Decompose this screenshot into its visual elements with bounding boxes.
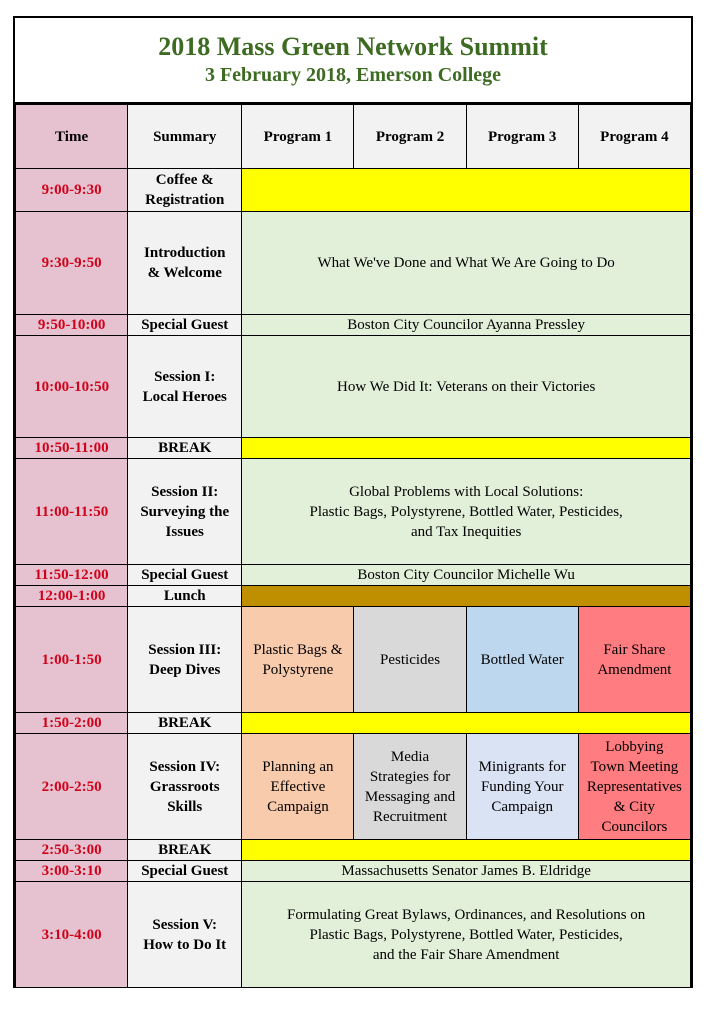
plenary-session: What We've Done and What We Are Going to Do [242, 212, 691, 315]
schedule-row [16, 336, 691, 438]
schedule-row [16, 734, 691, 840]
summit-title: 2018 Mass Green Network Summit [158, 32, 548, 61]
schedule-row [16, 882, 691, 988]
program-1-session: Plastic Bags & Polystyrene [242, 607, 354, 713]
program-2-session: Media Strategies for Messaging and Recruitment [354, 734, 466, 840]
program-2-session: Pesticides [354, 607, 466, 713]
row-time: 10:00-10:50 [16, 336, 128, 438]
program-3-session: Minigrants for Funding Your Campaign [466, 734, 578, 840]
schedule-row [16, 586, 691, 607]
row-time: 9:00-9:30 [16, 169, 128, 212]
row-summary: BREAK [128, 713, 242, 734]
row-summary: Introduction & Welcome [128, 212, 242, 315]
schedule-row [16, 840, 691, 861]
special-guest: Massachusetts Senator James B. Eldridge [242, 861, 691, 882]
schedule-row [16, 315, 691, 336]
row-summary: BREAK [128, 840, 242, 861]
program-1-session: Planning an Effective Campaign [242, 734, 354, 840]
schedule-row [16, 607, 691, 713]
row-summary: Session V: How to Do It [128, 882, 242, 988]
program-4-session: Fair Share Amendment [578, 607, 690, 713]
program-3-session: Bottled Water [466, 607, 578, 713]
plenary-session: How We Did It: Veterans on their Victories [242, 336, 691, 438]
row-time: 2:00-2:50 [16, 734, 128, 840]
col-header-time: Time [16, 105, 128, 169]
break-bar [242, 840, 691, 861]
row-summary: Session II: Surveying the Issues [128, 459, 242, 565]
row-summary: Session I: Local Heroes [128, 336, 242, 438]
row-time: 11:00-11:50 [16, 459, 128, 565]
lunch-bar [242, 586, 691, 607]
row-time: 9:30-9:50 [16, 212, 128, 315]
special-guest: Boston City Councilor Ayanna Pressley [242, 315, 691, 336]
col-header-summary: Summary [128, 105, 242, 169]
row-time: 3:00-3:10 [16, 861, 128, 882]
row-time: 10:50-11:00 [16, 438, 128, 459]
row-summary: Lunch [128, 586, 242, 607]
row-time: 3:10-4:00 [16, 882, 128, 988]
row-summary: BREAK [128, 438, 242, 459]
schedule-sheet [13, 16, 693, 988]
schedule-row [16, 212, 691, 315]
plenary-session: Global Problems with Local Solutions: Plastic Bags, Polystyrene, Bottled Water, Pesticides, and Tax Inequities [242, 459, 691, 565]
break-bar [242, 713, 691, 734]
row-time: 1:50-2:00 [16, 713, 128, 734]
row-summary: Session IV: Grassroots Skills [128, 734, 242, 840]
schedule-row [16, 713, 691, 734]
schedule-row [16, 438, 691, 459]
row-time: 9:50-10:00 [16, 315, 128, 336]
summit-date-venue: 3 February 2018, Emerson College [204, 64, 502, 86]
row-time: 12:00-1:00 [16, 586, 128, 607]
plenary-session: Formulating Great Bylaws, Ordinances, and Resolutions on Plastic Bags, Polystyrene, Bottled Water, Pesticides, and the Fair Share Amendment [242, 882, 691, 988]
break-bar [242, 438, 691, 459]
program-4-session: Lobbying Town Meeting Representatives & City Councilors [578, 734, 690, 840]
row-summary: Special Guest [128, 315, 242, 336]
row-summary: Special Guest [128, 565, 242, 586]
schedule-row [16, 169, 691, 212]
row-time: 11:50-12:00 [16, 565, 128, 586]
row-summary: Session III: Deep Dives [128, 607, 242, 713]
registration-bar [242, 169, 691, 212]
row-summary: Special Guest [128, 861, 242, 882]
col-header-program-1: Program 1 [242, 105, 354, 169]
col-header-program-2: Program 2 [354, 105, 466, 169]
schedule-row [16, 565, 691, 586]
schedule-row [16, 861, 691, 882]
schedule-row [16, 459, 691, 565]
row-time: 2:50-3:00 [16, 840, 128, 861]
col-header-program-3: Program 3 [466, 105, 578, 169]
title-block [15, 18, 691, 104]
col-header-program-4: Program 4 [578, 105, 690, 169]
special-guest: Boston City Councilor Michelle Wu [242, 565, 691, 586]
schedule-table [15, 104, 691, 988]
row-time: 1:00-1:50 [16, 607, 128, 713]
row-summary: Coffee & Registration [128, 169, 242, 212]
header-row [16, 105, 691, 169]
